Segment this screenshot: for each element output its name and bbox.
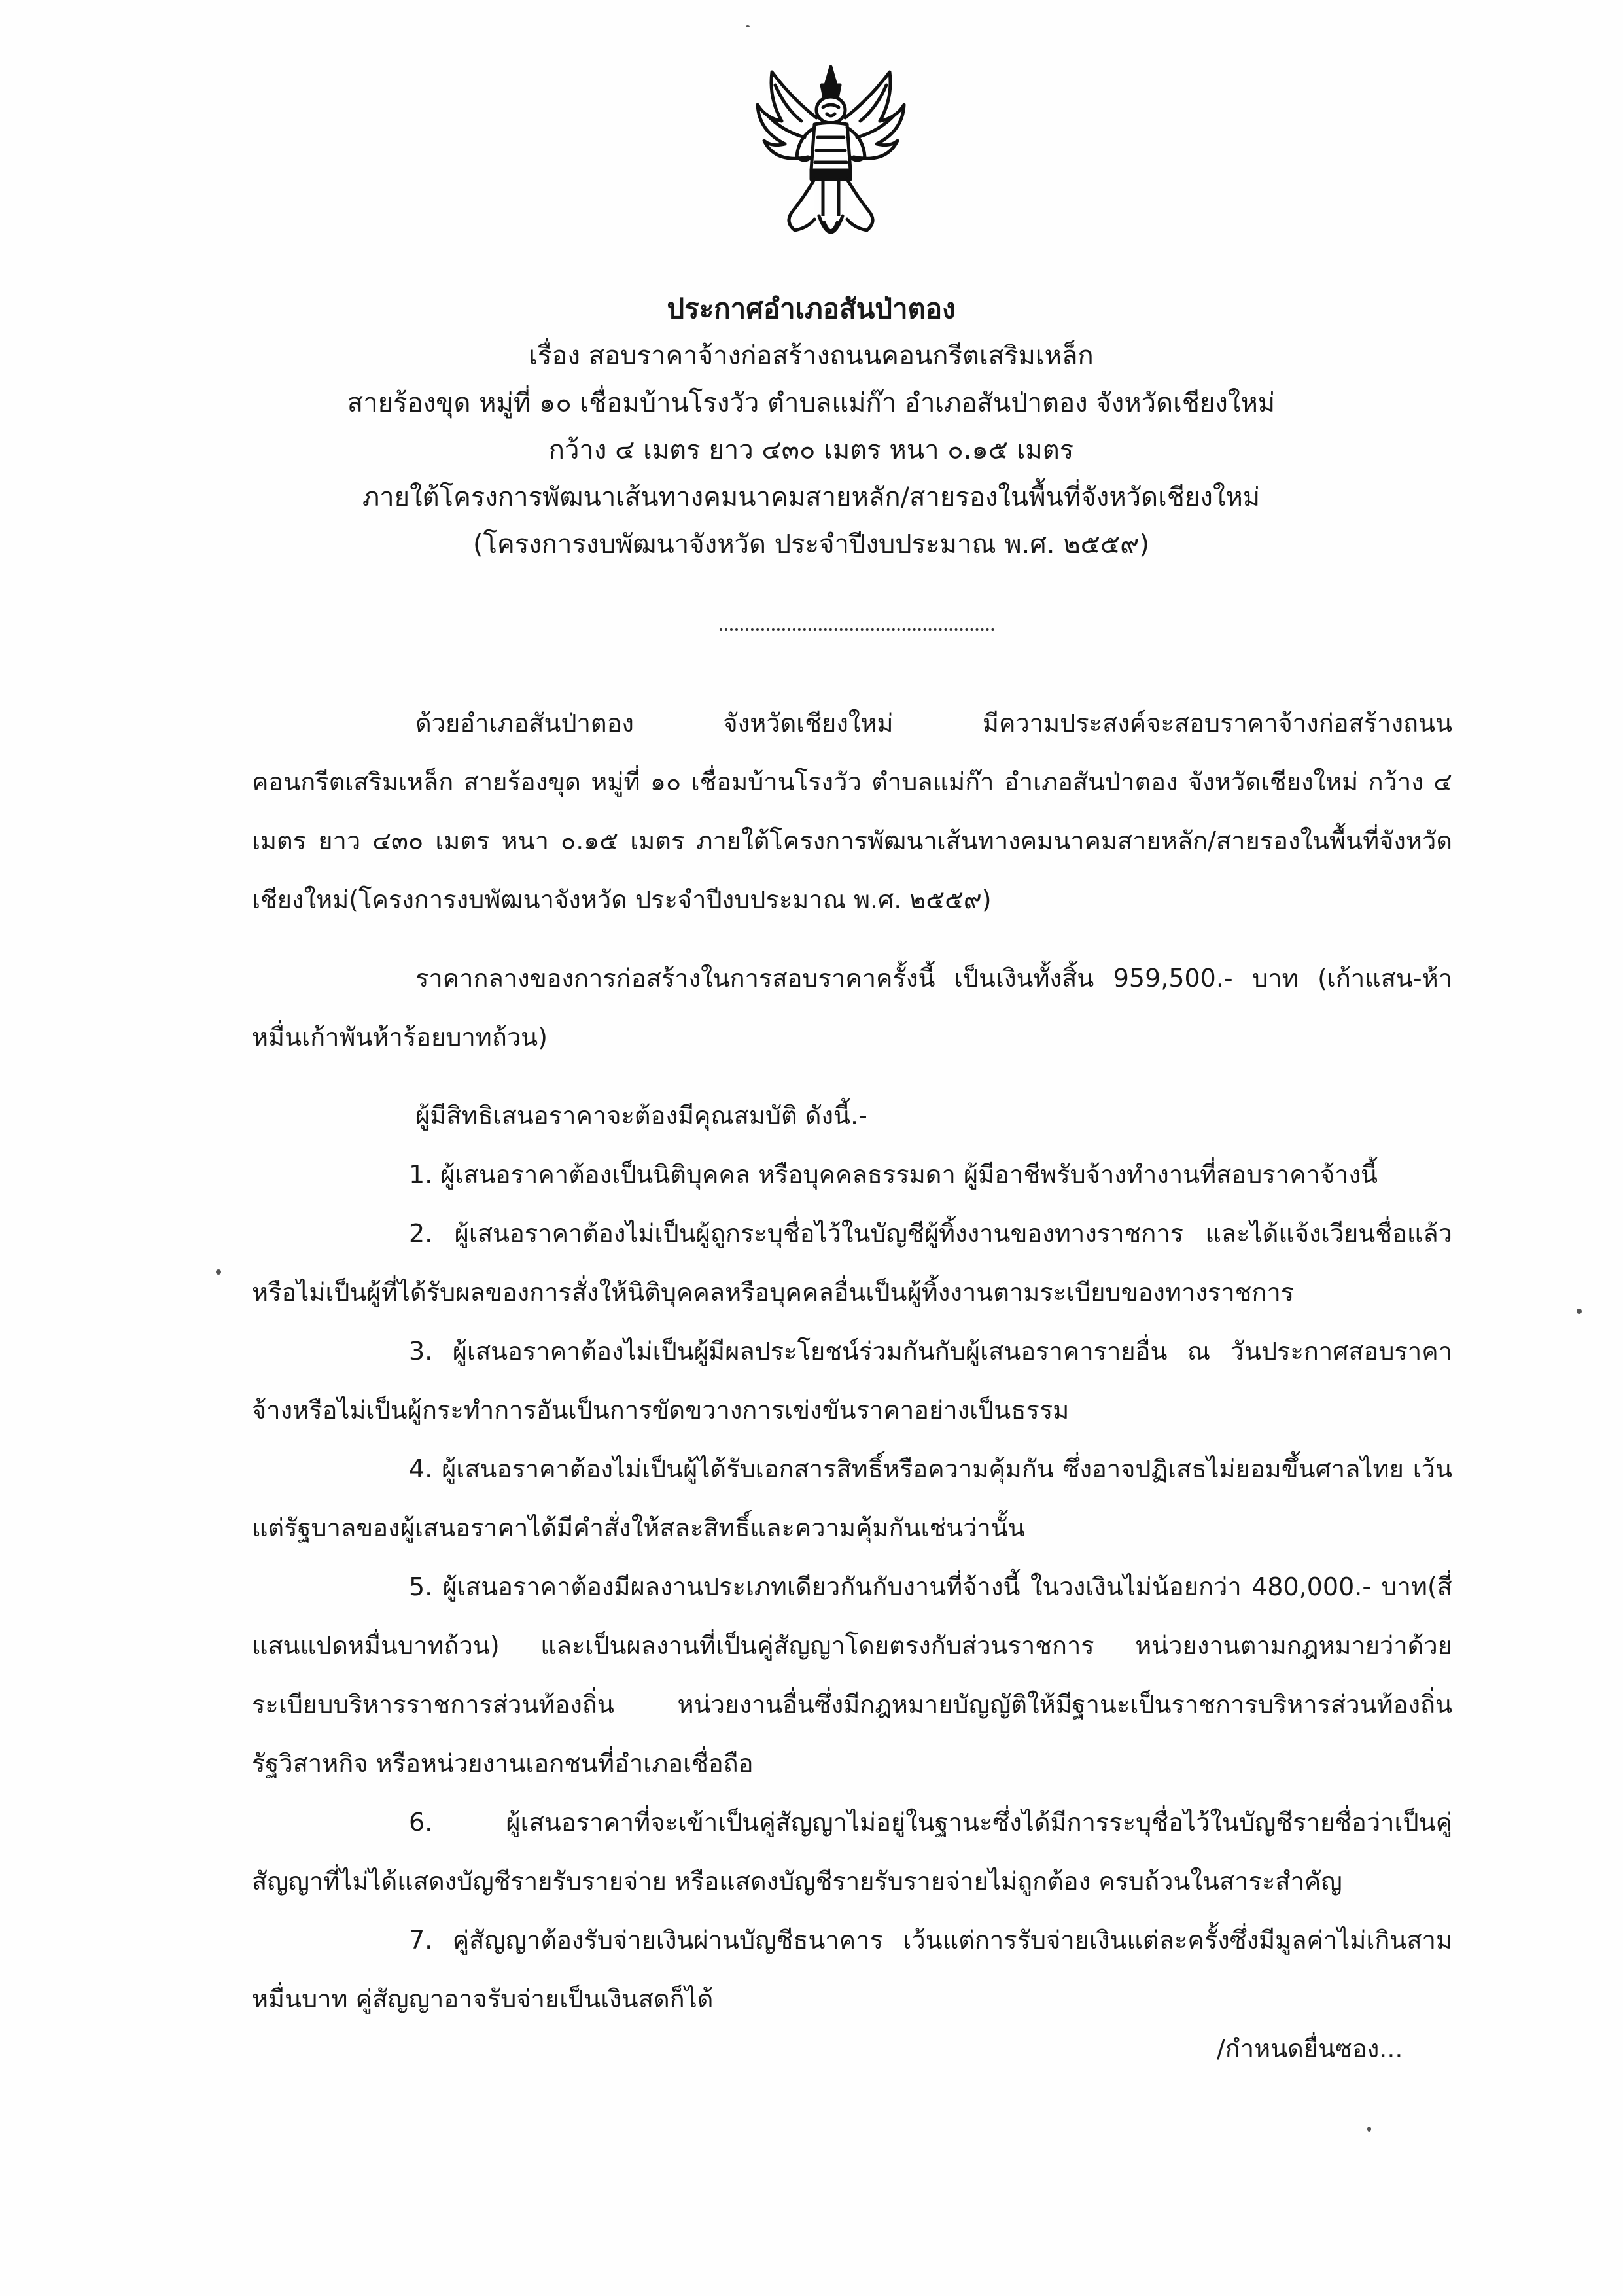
header-line-location: สายร้องขุด หมู่ที่ ๑๐ เชื่อมบ้านโรงวัว ตำบลแม่ก๊า อำเภอสันป่าตอง จังหวัดเชียงใหม่ [347, 388, 1276, 418]
scan-speck [216, 1269, 221, 1275]
garuda-emblem-icon [746, 59, 916, 255]
continuation-note: /กำหนดยื่นซอง... [1217, 2034, 1403, 2063]
scan-speck [1367, 2127, 1371, 2132]
qualification-item: 2. ผู้เสนอราคาต้องไม่เป็นผู้ถูกระบุชื่อไว้ในบัญชีผู้ทิ้งงานของทางราชการ และได้แจ้งเวียนชื่อแล้วหรือไม่เป็นผู้ที่ได้รับผลของการสั่งให้นิติบุคคลหรือบุคคลอื่นเป็นผู้ทิ้งงานตามระเบียบของทางราชการ [252, 1219, 1452, 1307]
qualification-item: 5. ผู้เสนอราคาต้องมีผลงานประเภทเดียวกันกับงานที่จ้างนี้ ในวงเงินไม่น้อยกว่า 480,000.- บาท(สี่แสนแปดหมื่นบาทถ้วน) และเป็นผลงานที่เป็นคู่สัญญาโดยตรงกับส่วนราชการ หน่วยงานตามกฎหมายว่าด้วยระเบียบบริหารราชการส่วนท้องถิ่น หน่วยงานอื่นซึ่งมีกฎหมายบัญญัติให้มีฐานะเป็นราชการบริหารส่วนท้องถิ่น รัฐวิสาหกิจ หรือหน่วยงานเอกชนที่อำเภอเชื่อถือ [252, 1572, 1452, 1778]
qualification-item: 7. คู่สัญญาต้องรับจ่ายเงินผ่านบัญชีธนาคาร เว้นแต่การรับจ่ายเงินแต่ละครั้งซึ่งมีมูลค่าไม่เกินสามหมื่นบาท คู่สัญญาอาจรับจ่ายเป็นเงินสดก็ได้ [252, 1926, 1452, 2013]
announcement-body [252, 694, 1452, 2028]
scan-speck [746, 25, 750, 27]
header-line-budget: (โครงการงบพัฒนาจังหวัด ประจำปีงบประมาณ พ.ศ. ๒๕๕๙) [472, 529, 1150, 559]
qualification-item: 6. ผู้เสนอราคาที่จะเข้าเป็นคู่สัญญาไม่อยู่ในฐานะซึ่งได้มีการระบุชื่อไว้ในบัญชีรายชื่อว่าเป็นคู่สัญญาที่ไม่ได้แสดงบัญชีรายรับรายจ่าย หรือแสดงบัญชีรายรับรายจ่ายไม่ถูกต้อง ครบถ้วนในสาระสำคัญ [252, 1808, 1452, 1896]
scan-speck [1577, 1309, 1582, 1314]
announcement-subject: เรื่อง สอบราคาจ้างก่อสร้างถนนคอนกรีตเสริมเหล็ก [529, 341, 1094, 371]
qualifications-heading: ผู้มีสิทธิเสนอราคาจะต้องมีคุณสมบัติ ดังนี้.- [415, 1101, 867, 1130]
qualification-item: 3. ผู้เสนอราคาต้องไม่เป็นผู้มีผลประโยชน์ร่วมกันกับผู้เสนอราคารายอื่น ณ วันประกาศสอบราคาจ้างหรือไม่เป็นผู้กระทำการอันเป็นการขัดขวางการเข่งขันราคาอย่างเป็นธรรม [252, 1337, 1452, 1424]
announcement-header [196, 288, 1426, 571]
header-line-dimensions: กว้าง ๔ เมตร ยาว ๔๓๐ เมตร หนา ๐.๑๕ เมตร [548, 435, 1074, 465]
header-line-project: ภายใต้โครงการพัฒนาเส้นทางคมนาคมสายหลัก/สายรองในพื้นที่จังหวัดเชียงใหม่ [362, 482, 1261, 512]
intro-paragraph: ด้วยอำเภอสันป่าตอง จังหวัดเชียงใหม่ มีความประสงค์จะสอบราคาจ้างก่อสร้างถนนคอนกรีตเสริมเหล็ก สายร้องขุด หมู่ที่ ๑๐ เชื่อมบ้านโรงวัว ตำบลแม่ก๊า อำเภอสันป่าตอง จังหวัดเชียงใหม่ กว้าง ๔ เมตร ยาว ๔๓๐ เมตร หนา ๐.๑๕ เมตร ภายใต้โครงการพัฒนาเส้นทางคมนาคมสายหลัก/สายรองในพื้นที่จังหวัดเชียงใหม่(โครงการงบพัฒนาจังหวัด ประจำปีงบประมาณ พ.ศ. ๒๕๕๙) [252, 709, 1452, 914]
price-paragraph: ราคากลางของการก่อสร้างในการสอบราคาครั้งนี้ เป็นเงินทั้งสิ้น 959,500.- บาท (เก้าแสน-ห้าหมื่นเก้าพันห้าร้อยบาทถ้วน) [252, 964, 1452, 1051]
announcement-title: ประกาศอำเภอสันป่าตอง [667, 292, 956, 325]
qualification-item: 1. ผู้เสนอราคาต้องเป็นนิติบุคคล หรือบุคคลธรรมดา ผู้มีอาชีพรับจ้างทำงานที่สอบราคาจ้างนี้ [409, 1160, 1378, 1189]
header-divider [720, 628, 994, 631]
qualification-item: 4. ผู้เสนอราคาต้องไม่เป็นผู้ได้รับเอกสารสิทธิ์หรือความคุ้มกัน ซึ่งอาจปฏิเสธไม่ยอมขึ้นศาลไทย เว้นแต่รัฐบาลของผู้เสนอราคาได้มีคำสั่งให้สละสิทธิ์และความคุ้มกันเช่นว่านั้น [252, 1455, 1452, 1542]
